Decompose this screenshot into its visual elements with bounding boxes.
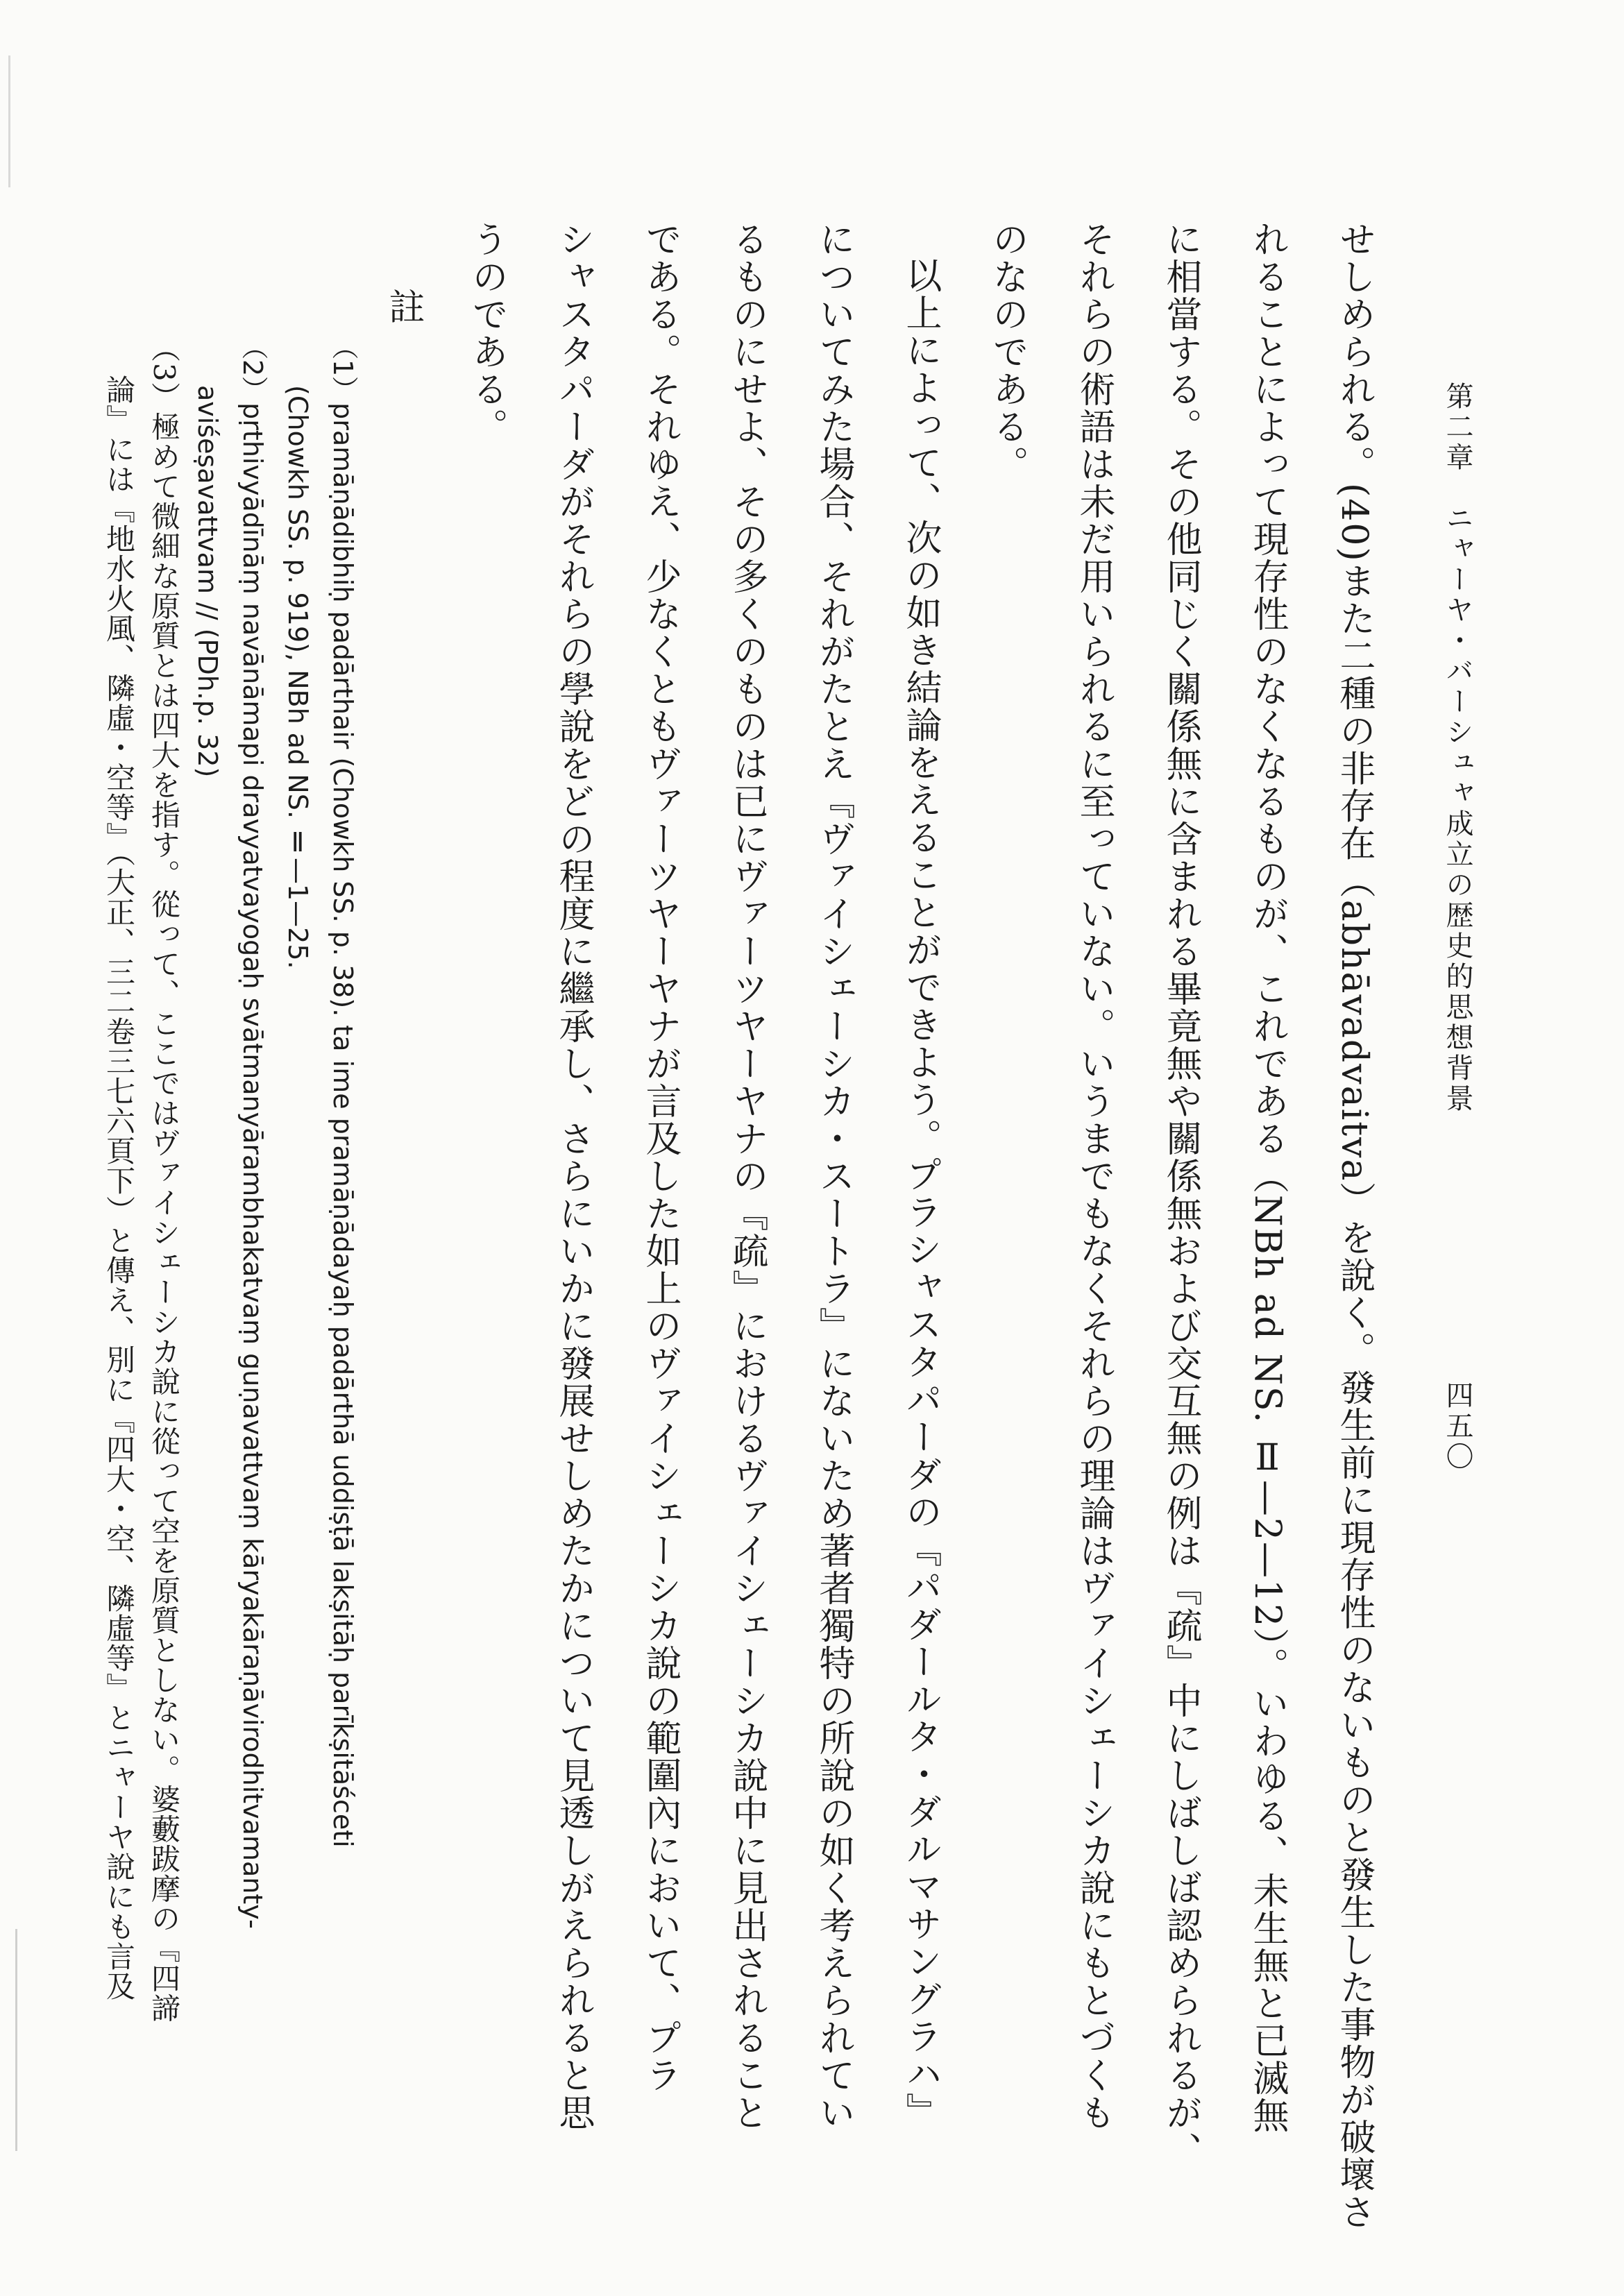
note-line: （2）pṛthivyādīnāṃ navānāmapi dravyatvayogaḥ svātmanyārambhakatvaṃ guṇavattvaṃ kāryakāraṇāvirodhitvamanty- bbox=[237, 333, 268, 1929]
body-line: せしめられる。(40)また二種の非存在（abhāvadvaitva）を說く。發生前に現存性のないものと發生した事物が破壞さ bbox=[1333, 221, 1375, 2231]
body-line: それらの術語は未だ用いられるに至っていない。いうまでもなくそれらの理論はヴァイシェーシカ說にもとづくも bbox=[1073, 221, 1115, 2132]
body-line: シャスタパーダがそれらの學說をどの程度に繼承し、さらにいかに發展せしめたかについて見透しがえられると思 bbox=[552, 221, 594, 2132]
note-line: (Chowkh SS. p. 919), NBh ad NS. Ⅱ—1—25. bbox=[282, 385, 313, 969]
body-line: るものにせよ、その多くのものは已にヴァーツヤーヤナの『疏』におけるヴァイシェーシカ說中に見出されること bbox=[726, 221, 768, 2132]
body-line: についてみた場合、それがたとえ『ヴァイシェーシカ・スートラ』にないため著者獨特の所說の如く考えられてい bbox=[813, 221, 854, 2132]
body-line: うのである。 bbox=[466, 221, 507, 445]
scan-edge-mark bbox=[15, 1929, 17, 2151]
notes-heading: 註 bbox=[382, 288, 424, 325]
note-line: aviśeṣavattvam // (PDh.p. 32) bbox=[192, 385, 223, 778]
body-line: である。それゆえ、少なくともヴァーツヤーヤナが言及した如上のヴァイシェーシカ說の範圍內において、プラ bbox=[639, 221, 681, 2094]
body-line: のなのである。 bbox=[986, 221, 1028, 483]
body-line: に相當する。その他同じく關係無に含まれる畢竟無や關係無および交互無の例は『疏』中にしばしば認められるが、 bbox=[1160, 221, 1201, 2169]
note-line: 論』には『地水火風、隣虛・空等』（大正、三二卷三七六頁下）と傳え、別に『四大・空、隣虛等』とニャーヤ說にも言及 bbox=[102, 375, 136, 2001]
body-line: 以上によって、次の如き結論をえることができよう。プラシャスタパーダの『パダールタ・ダルマサングラハ』 bbox=[899, 257, 941, 2130]
note-line: （1）pramāṇādibhiḥ padārthair (Chowkh SS. p. 38). ta ime pramāṇādayaḥ padārthā uddiṣṭā lakṣitāḥ parīkṣitāśceti bbox=[328, 333, 358, 1848]
page-number: 四五〇 bbox=[1441, 1381, 1473, 1472]
body-line: れることによって現存性のなくなるものが、これである（NBh ad NS. Ⅱ—2—12）。いわゆる、未生無と已滅無 bbox=[1246, 221, 1288, 2135]
note-line: （3）極めて微細な原質とは四大を指す。從って、ここではヴァイシェーシカ說に從って空を原質としない。婆藪跋摩の『四諦 bbox=[147, 333, 181, 2023]
scan-edge-mark bbox=[8, 56, 10, 187]
chapter-title: 第二章 ニャーヤ・バーシュャ成立の歴史的思想背景 bbox=[1441, 382, 1473, 1114]
